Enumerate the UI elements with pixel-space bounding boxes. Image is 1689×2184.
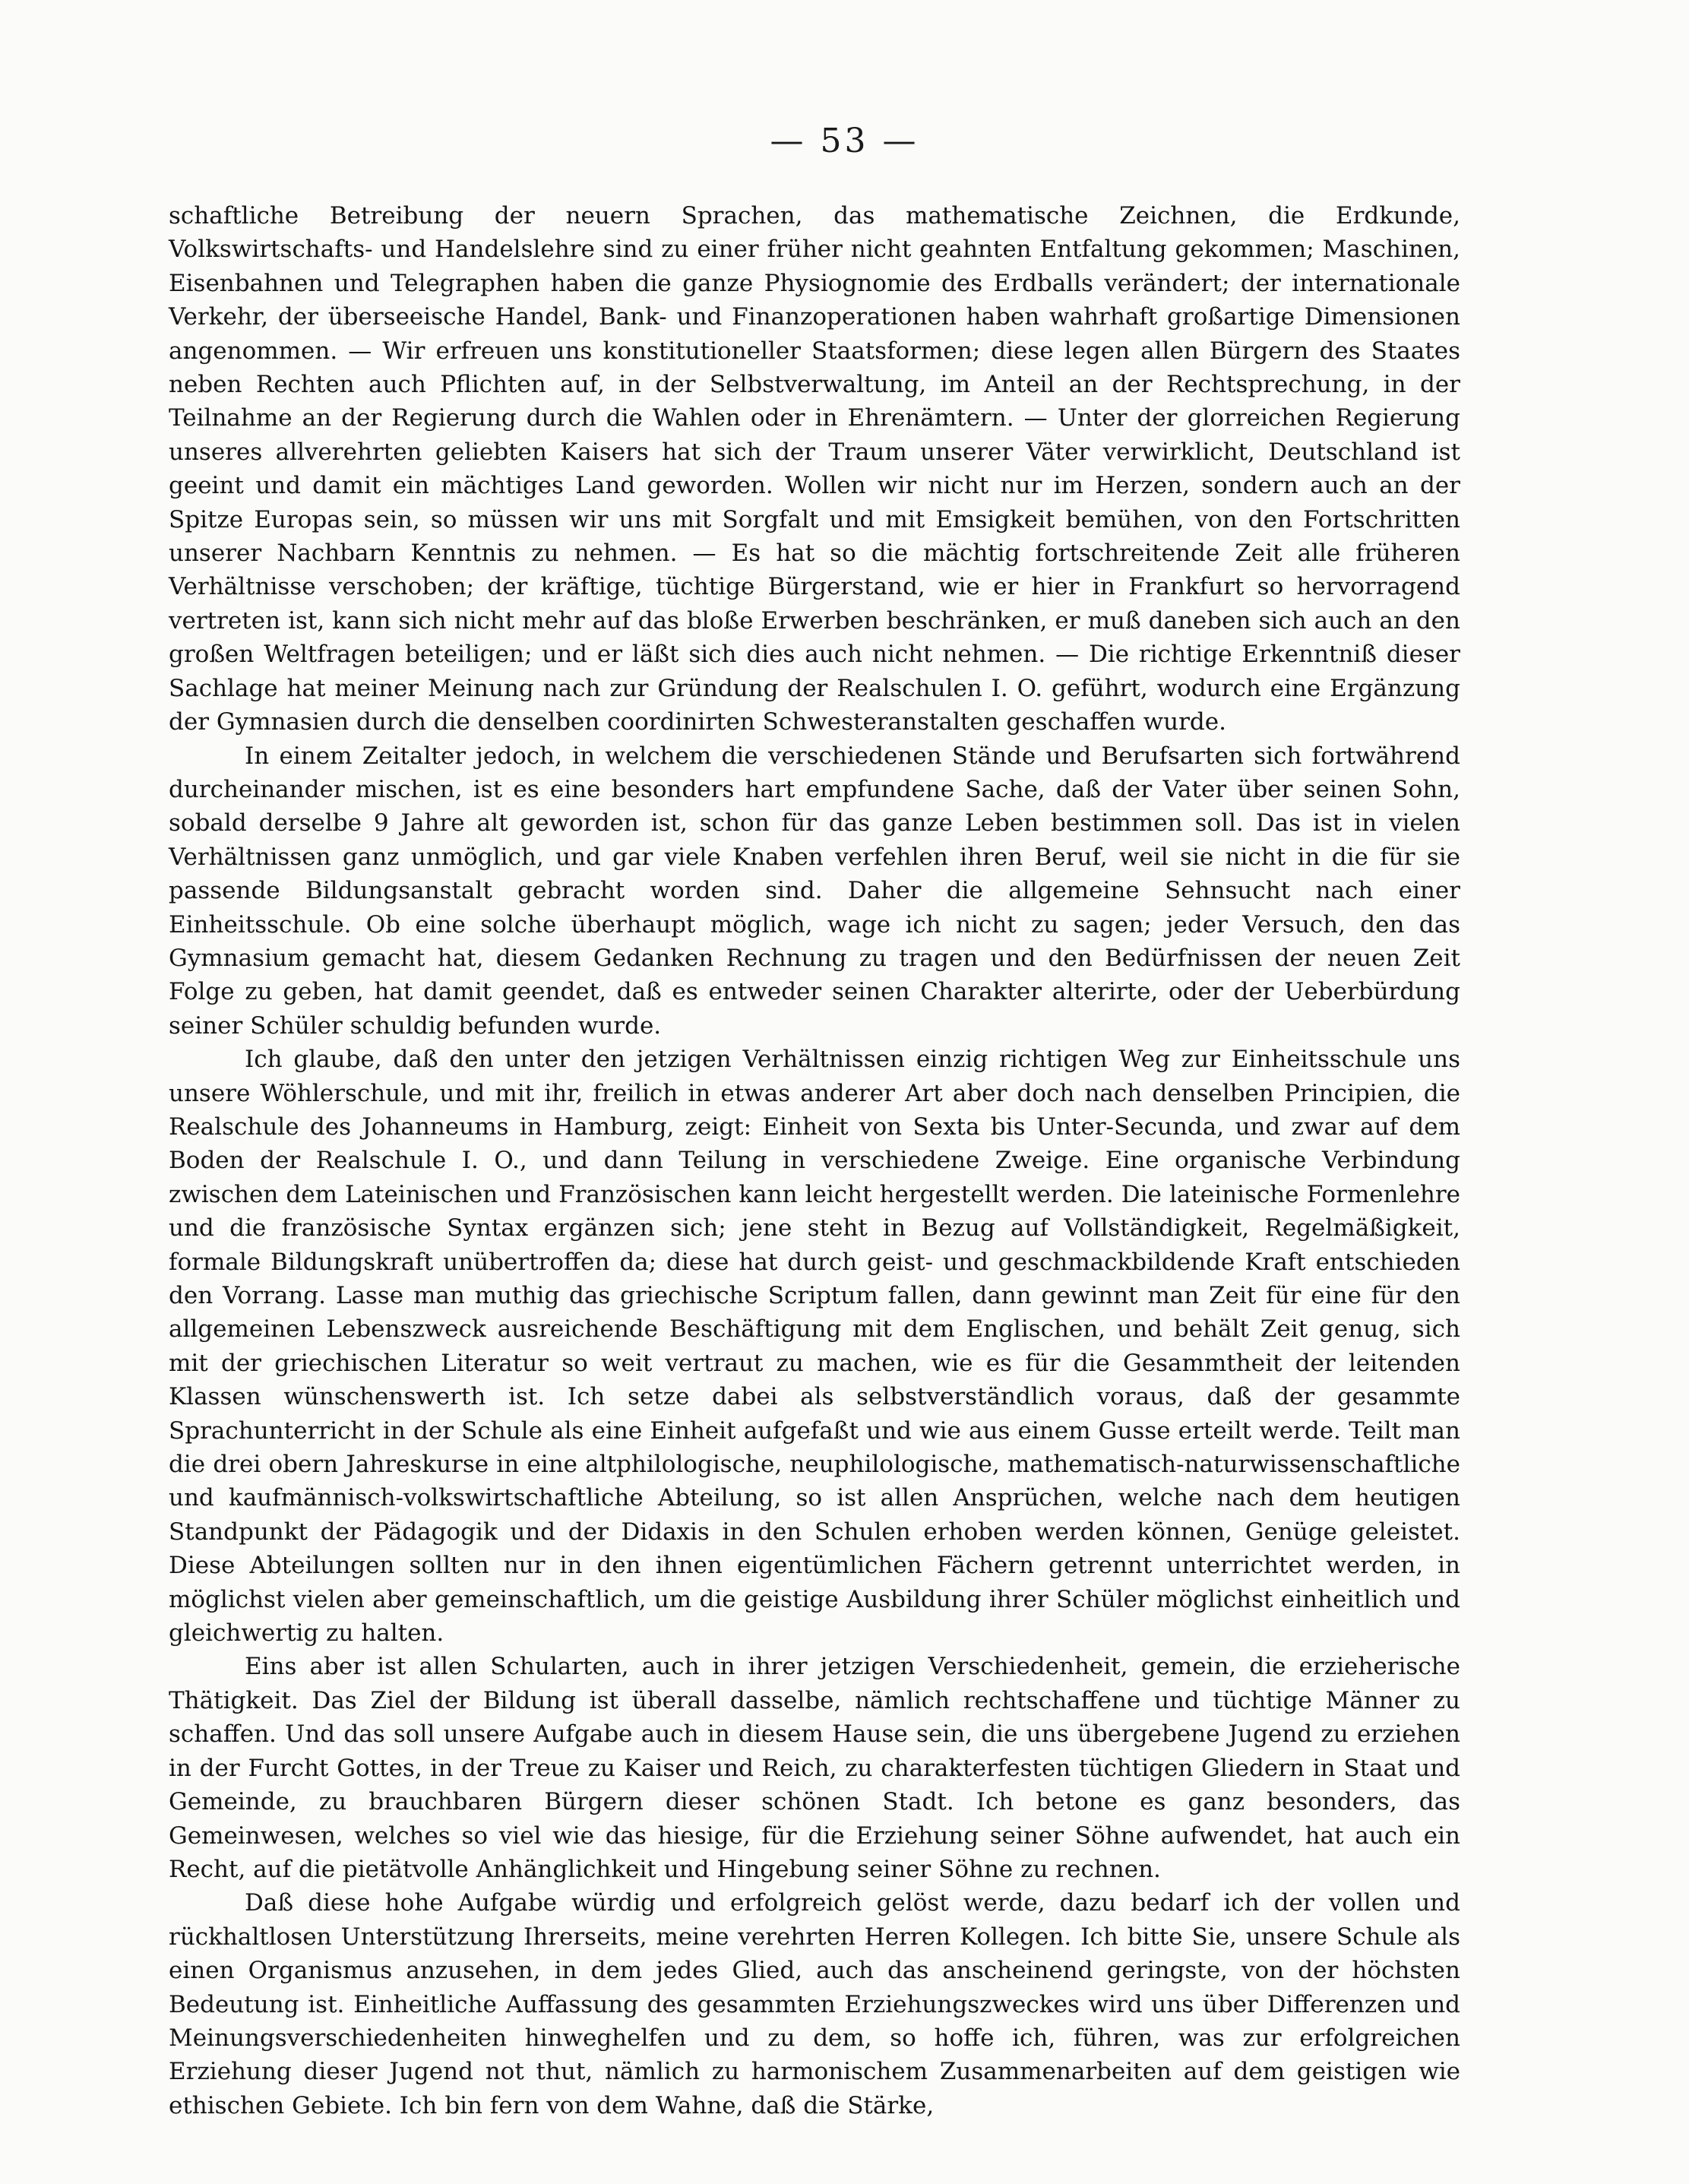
page-number: — 53 — xyxy=(770,122,919,160)
paragraph: Eins aber ist allen Schularten, auch in ihrer jetzigen Verschiedenheit, gemein, die erzieherische Thätigkeit. Das Ziel der Bildung ist überall dasselbe, nämlich rechtschaffene und tüchtige Männer zu schaffen. Und das soll unsere Aufgabe auch in diesem Hause sein, die uns übergebene Jugend zu erziehen in der Furcht Gottes, in der Treue zu Kaiser und Reich, zu charakterfesten tüchtigen Gliedern in Staat und Gemeinde, zu brauchbaren Bürgern dieser schönen Stadt. Ich betone es ganz besonders, das Gemeinwesen, welches so viel wie das hiesige, für die Erziehung seiner Söhne aufwendet, hat auch ein Recht, auf die pietätvolle Anhänglichkeit und Hingebung seiner Söhne zu rechnen. xyxy=(169,1653,1460,1883)
body-text xyxy=(169,199,1460,2122)
paragraph: schaftliche Betreibung der neuern Sprachen, das mathematische Zeichnen, die Erdkunde, Volkswirtschafts- und Handelslehre sind zu einer früher nicht geahnten Entfaltung gekommen; Maschinen, Eisenbahnen und Telegraphen haben die ganze Physiognomie des Erdballs verändert; der internationale Verkehr, der überseeische Handel, Bank- und Finanzoperationen haben wahrhaft großartige Dimensionen angenommen. — Wir erfreuen uns konstitutioneller Staatsformen; diese legen allen Bürgern des Staates neben Rechten auch Pflichten auf, in der Selbstverwaltung, im Anteil an der Rechtsprechung, in der Teilnahme an der Regierung durch die Wahlen oder in Ehrenämtern. — Unter der glorreichen Regierung unseres allverehrten geliebten Kaisers hat sich der Traum unserer Väter verwirklicht, Deutschland ist geeint und damit ein mächtiges Land geworden. Wollen wir nicht nur im Herzen, sondern auch an der Spitze Europas sein, so müssen wir uns mit Sorgfalt und mit Emsigkeit bemühen, von den Fortschritten unserer Nachbarn Kenntnis zu nehmen. — Es hat so die mächtig fortschreitende Zeit alle früheren Verhältnisse verschoben; der kräftige, tüchtige Bürgerstand, wie er hier in Frankfurt so hervorragend vertreten ist, kann sich nicht mehr auf das bloße Erwerben beschränken, er muß daneben sich auch an den großen Weltfragen beteiligen; und er läßt sich dies auch nicht nehmen. — Die richtige Erkenntniß dieser Sachlage hat meiner Meinung nach zur Gründung der Realschulen I. O. geführt, wodurch eine Ergänzung der Gymnasien durch die denselben coordinirten Schwesteranstalten geschaffen wurde. xyxy=(169,202,1460,736)
paragraph: In einem Zeitalter jedoch, in welchem die verschiedenen Stände und Berufsarten sich fortwährend durcheinander mischen, ist es eine besonders hart empfundene Sache, daß der Vater über seinen Sohn, sobald derselbe 9 Jahre alt geworden ist, schon für das ganze Leben bestimmen soll. Das ist in vielen Verhältnissen ganz unmöglich, und gar viele Knaben verfehlen ihren Beruf, weil sie nicht in die für sie passende Bildungsanstalt gebracht worden sind. Daher die allgemeine Sehnsucht nach einer Einheitsschule. Ob eine solche überhaupt möglich, wage ich nicht zu sagen; jeder Versuch, den das Gymnasium gemacht hat, diesem Gedanken Rechnung zu tragen und den Bedürfnissen der neuen Zeit Folge zu geben, hat damit geendet, daß es entweder seinen Charakter alterirte, oder der Ueberbürdung seiner Schüler schuldig befunden wurde. xyxy=(169,742,1460,1040)
paragraph: Daß diese hohe Aufgabe würdig und erfolgreich gelöst werde, dazu bedarf ich der vollen und rückhaltlosen Unterstützung Ihrerseits, meine verehrten Herren Kollegen. Ich bitte Sie, unsere Schule als einen Organismus anzusehen, in dem jedes Glied, auch das anscheinend geringste, von der höchsten Bedeutung ist. Einheitliche Auffassung des gesammten Erziehungszweckes wird uns über Differenzen und Meinungsverschiedenheiten hinweghelfen und zu dem, so hoffe ich, führen, was zur erfolgreichen Erziehung dieser Jugend not thut, nämlich zu harmonischem Zusammenarbeiten auf dem geistigen wie ethischen Gebiete. Ich bin fern von dem Wahne, daß die Stärke, xyxy=(169,1889,1460,2119)
paragraph: Ich glaube, daß den unter den jetzigen Verhältnissen einzig richtigen Weg zur Einheitsschule uns unsere Wöhlerschule, und mit ihr, freilich in etwas anderer Art aber doch nach denselben Principien, die Realschule des Johanneums in Hamburg, zeigt: Einheit von Sexta bis Unter-Secunda, und zwar auf dem Boden der Realschule I. O., und dann Teilung in verschiedene Zweige. Eine organische Verbindung zwischen dem Lateinischen und Französischen kann leicht hergestellt werden. Die lateinische Formenlehre und die französische Syntax ergänzen sich; jene steht in Bezug auf Vollständigkeit, Regelmäßigkeit, formale Bildungskraft unübertroffen da; diese hat durch geist- und geschmackbildende Kraft entschieden den Vorrang. Lasse man muthig das griechische Scriptum fallen, dann gewinnt man Zeit für eine für den allgemeinen Lebenszweck ausreichende Beschäftigung mit dem Englischen, und behält Zeit genug, sich mit der griechischen Literatur so weit vertraut zu machen, wie es für die Gesammtheit der leitenden Klassen wünschenswerth ist. Ich setze dabei als selbstverständlich voraus, daß der gesammte Sprachunterricht in der Schule als eine Einheit aufgefaßt und wie aus einem Gusse erteilt werde. Teilt man die drei obern Jahreskurse in eine altphilologische, neuphilologische, mathematisch-naturwissenschaftliche und kaufmännisch-volkswirtschaftliche Abteilung, so ist allen Ansprüchen, welche nach dem heutigen Standpunkt der Pädagogik und der Didaxis in den Schulen erhoben werden können, Genüge geleistet. Diese Abteilungen sollten nur in den ihnen eigentümlichen Fächern getrennt unterrichtet werden, in möglichst vielen aber gemeinschaftlich, um die geistige Ausbildung ihrer Schüler möglichst einheitlich und gleichwertig zu halten. xyxy=(169,1046,1460,1647)
